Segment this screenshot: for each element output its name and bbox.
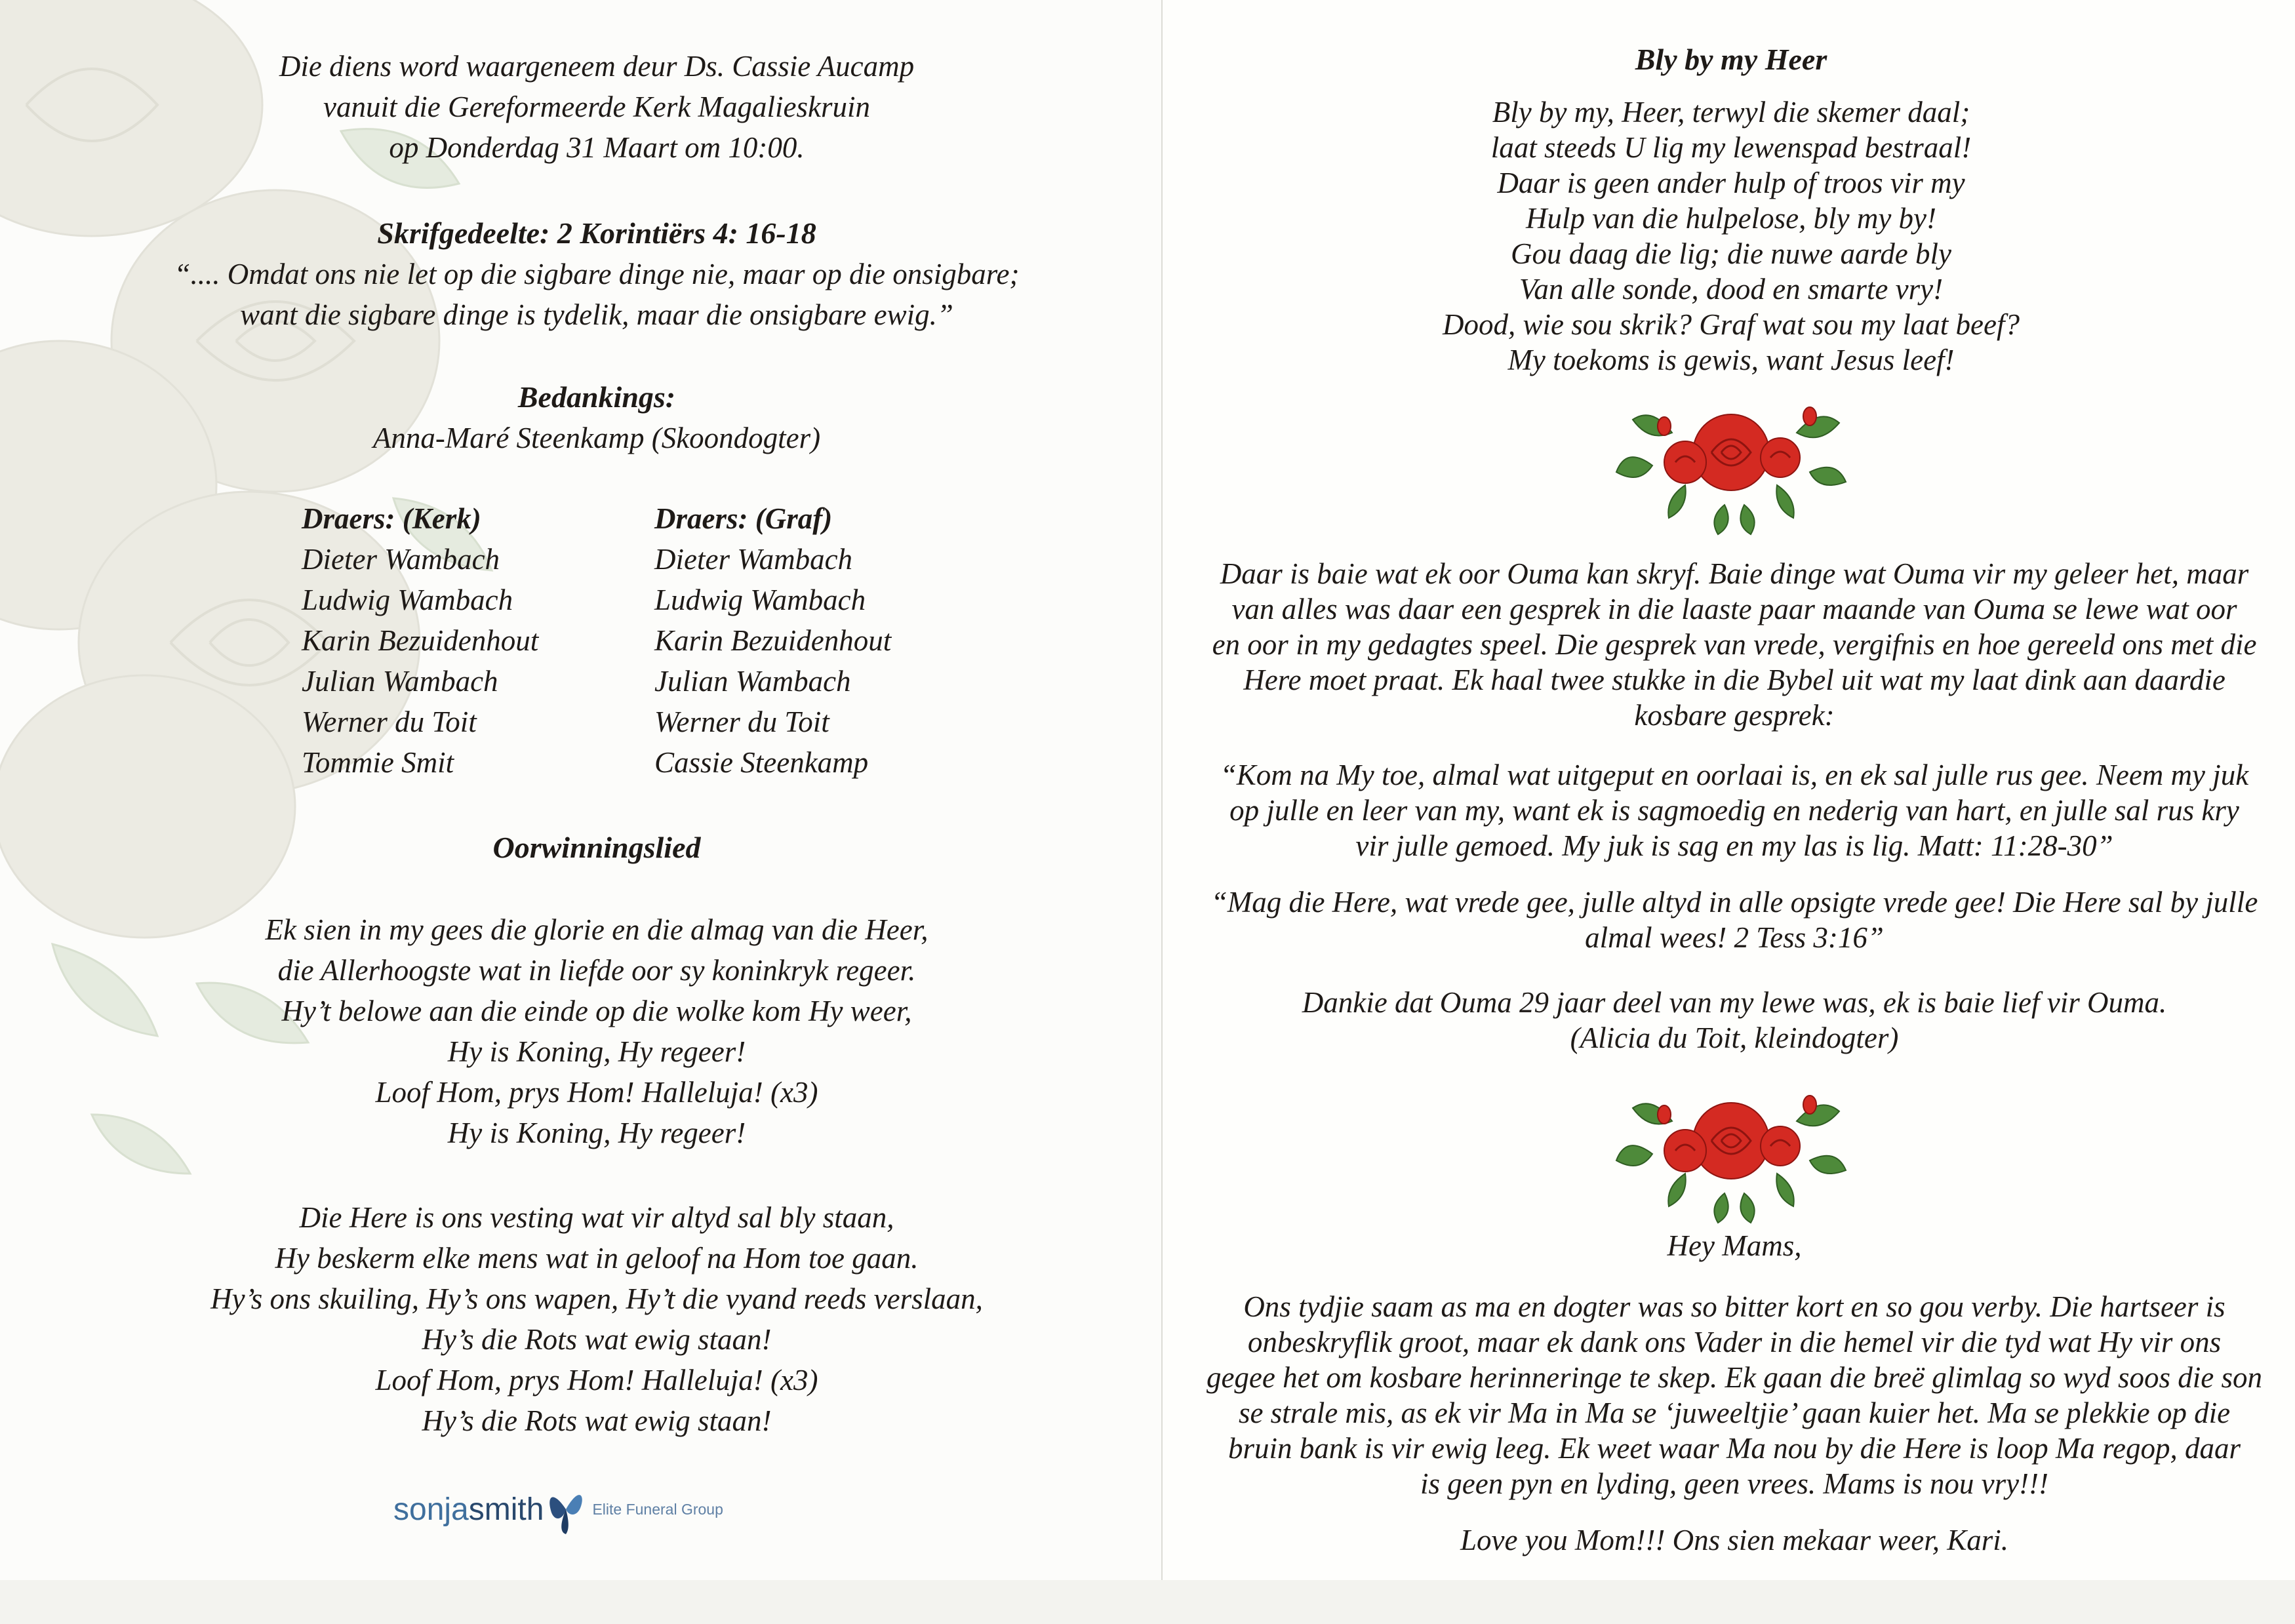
hymn-line: Gou daag die lig; die nuwe aarde bly — [1511, 237, 1951, 270]
verse-line: die Allerhoogste wat in liefde oor sy koninkryk regeer. — [277, 954, 916, 987]
hymn-line: Hulp van die hulpelose, bly my by! — [1525, 202, 1937, 235]
scripture-line: “.... Omdat ons nie let op die sigbare dinge nie, maar op die onsigbare; — [174, 258, 1020, 290]
bearer-name: Dieter Wambach — [302, 543, 500, 576]
scan-bottom-edge — [0, 1580, 2295, 1624]
bearer-name: Julian Wambach — [302, 665, 498, 698]
bearers-grave-list — [654, 498, 995, 783]
hymn-line: Van alle sonde, dood en smarte vry! — [1519, 273, 1944, 306]
bearer-name: Ludwig Wambach — [654, 584, 866, 616]
logo-name-light: sonja — [393, 1492, 469, 1527]
verse-line: Hy beskerm elke mens wat in geloof na Hom toe gaan. — [275, 1242, 919, 1275]
song-title: Oorwinningslied — [492, 831, 701, 864]
hymn-line: My toekoms is gewis, want Jesus leef! — [1507, 344, 1955, 376]
bearer-name: Karin Bezuidenhout — [654, 624, 892, 657]
verse-line: Hy’s die Rots wat ewig staan! — [422, 1404, 772, 1437]
bearers-church-title: Draers: (Kerk) — [302, 502, 481, 535]
letter-line: is geen pyn en lyding, geen vrees. Mams is nou vry!!! — [1420, 1467, 2049, 1500]
bearer-name: Cassie Steenkamp — [654, 746, 869, 779]
letter-line: se strale mis, as ek vir Ma in Ma se ‘juweeltjie’ gaan kuier het. Ma se plekkie op die — [1238, 1396, 2231, 1429]
bearer-name: Dieter Wambach — [654, 543, 853, 576]
tribute-line: kosbare gesprek: — [1634, 699, 1835, 732]
hymn-line: Daar is geen ander hulp of troos vir my — [1497, 167, 1965, 199]
song-verse-2 — [105, 1197, 1088, 1441]
letter-greeting: Hey Mams, — [1667, 1229, 1802, 1262]
thanks-title: Bedankings: — [517, 380, 676, 414]
tribute-paragraph — [1200, 556, 2269, 733]
bible-quote-matthew — [1200, 757, 2269, 863]
verse-line: Hy’s die Rots wat ewig staan! — [422, 1323, 772, 1356]
service-line: vanuit die Gereformeerde Kerk Magalieskruin — [323, 90, 870, 123]
verse-line: Ek sien in my gees die glorie en die almag van die Heer, — [265, 913, 928, 946]
tribute-line: Daar is baie wat ek oor Ouma kan skryf. Baie dinge wat Ouma vir my geleer het, maar — [1220, 557, 2249, 590]
hymn-line: laat steeds U lig my lewenspad bestraal! — [1490, 131, 1972, 164]
service-details — [105, 46, 1088, 168]
red-rose-bouquet-icon — [1613, 1075, 1849, 1226]
bearer-name: Werner du Toit — [654, 705, 829, 738]
scripture-text — [105, 254, 1088, 335]
hymn-line: Dood, wie sou skrik? Graf wat sou my laat beef? — [1443, 308, 2020, 341]
logo-tagline: Elite Funeral Group — [592, 1500, 723, 1518]
letter-line: onbeskryflik groot, maar ek dank ons Vader in die hemel vir die tyd wat Hy vir ons — [1247, 1326, 2222, 1358]
bearer-name: Werner du Toit — [302, 705, 477, 738]
quote-line: vir julle gemoed. My juk is sag en my las is lig. Matt: 11:28-30” — [1355, 829, 2113, 862]
bearer-name: Tommie Smit — [302, 746, 454, 779]
closing-line: Dankie dat Ouma 29 jaar deel van my lewe was, ek is baie lief vir Ouma. — [1302, 986, 2167, 1019]
hymn-line: Bly by my, Heer, terwyl die skemer daal; — [1492, 96, 1970, 129]
logo-name-dark: smith — [468, 1492, 544, 1527]
verse-line: Hy is Koning, Hy regeer! — [447, 1117, 746, 1149]
bearer-name: Ludwig Wambach — [302, 584, 513, 616]
service-line: Die diens word waargeneem deur Ds. Cassie Aucamp — [279, 50, 915, 83]
service-line: op Donderdag 31 Maart om 10:00. — [389, 131, 805, 164]
verse-line: Loof Hom, prys Hom! Halleluja! (x3) — [375, 1364, 818, 1396]
thanks-name: Anna-Maré Steenkamp (Skoondogter) — [372, 422, 821, 454]
letter-line: Ons tydjie saam as ma en dogter was so bitter kort en so gou verby. Die hartseer is — [1243, 1290, 2225, 1323]
verse-line: Die Here is ons vesting wat vir altyd sal bly staan, — [299, 1201, 894, 1234]
butterfly-logo-icon — [546, 1483, 586, 1535]
tribute-closing — [1200, 985, 2269, 1056]
tribute-line: van alles was daar een gesprek in die laaste paar maande van Ouma se lewe wat oor — [1231, 593, 2237, 625]
bearer-name: Julian Wambach — [654, 665, 851, 698]
verse-line: Hy’t belowe aan die einde op die wolke kom Hy weer, — [281, 995, 912, 1027]
letter-line: bruin bank is vir ewig leeg. Ek weet waar Ma nou by die Here is loop Ma regop, daar — [1228, 1432, 2241, 1465]
verse-line: Hy’s ons skuiling, Hy’s ons wapen, Hy’t die vyand reeds verslaan, — [210, 1282, 983, 1315]
bearers-church-list — [302, 498, 643, 783]
quote-line: “Mag die Here, wat vrede gee, julle altyd in alle opsigte vrede gee! Die Here sal by julle — [1210, 886, 2258, 919]
quote-line: almal wees! 2 Tess 3:16” — [1585, 921, 1884, 954]
funeral-group-logo — [393, 1483, 723, 1535]
quote-line: op julle en leer van my, want ek is sagmoedig en nederig van hart, en julle sal rus kry — [1229, 794, 2239, 827]
letter-body — [1200, 1289, 2269, 1501]
verse-line: Loof Hom, prys Hom! Halleluja! (x3) — [375, 1076, 818, 1109]
song-verse-1 — [105, 909, 1088, 1153]
red-rose-bouquet-icon — [1613, 387, 1849, 538]
quote-line: “Kom na My toe, almal wat uitgeput en oorlaai is, en ek sal julle rus gee. Neem my juk — [1220, 759, 2249, 791]
bearer-name: Karin Bezuidenhout — [302, 624, 539, 657]
tribute-line: en oor in my gedagtes speel. Die gesprek van vrede, vergifnis en hoe gereeld ons met die — [1212, 628, 2257, 661]
bearers-grave-title: Draers: (Graf) — [654, 502, 833, 535]
hymn-text — [1207, 94, 2256, 378]
letter-signoff: Love you Mom!!! Ons sien mekaar weer, Kari. — [1460, 1524, 2009, 1556]
bible-quote-thessalonians — [1200, 884, 2269, 955]
verse-line: Hy is Koning, Hy regeer! — [447, 1035, 746, 1068]
tribute-line: Here moet praat. Ek haal twee stukke in die Bybel uit wat my laat dink aan daardie — [1243, 663, 2225, 696]
hymn-title: Bly by my Heer — [1635, 43, 1827, 76]
letter-line: gegee het om kosbare herinneringe te skep. Ek gaan die breë glimlag so wyd soos die son — [1206, 1361, 2263, 1394]
closing-line: (Alicia du Toit, kleindogter) — [1570, 1021, 1899, 1054]
logo-wordmark — [393, 1492, 544, 1528]
scripture-title: Skrifgedeelte: 2 Korintiërs 4: 16-18 — [377, 216, 816, 250]
scripture-line: want die sigbare dinge is tydelik, maar die onsigbare ewig.” — [240, 298, 953, 331]
